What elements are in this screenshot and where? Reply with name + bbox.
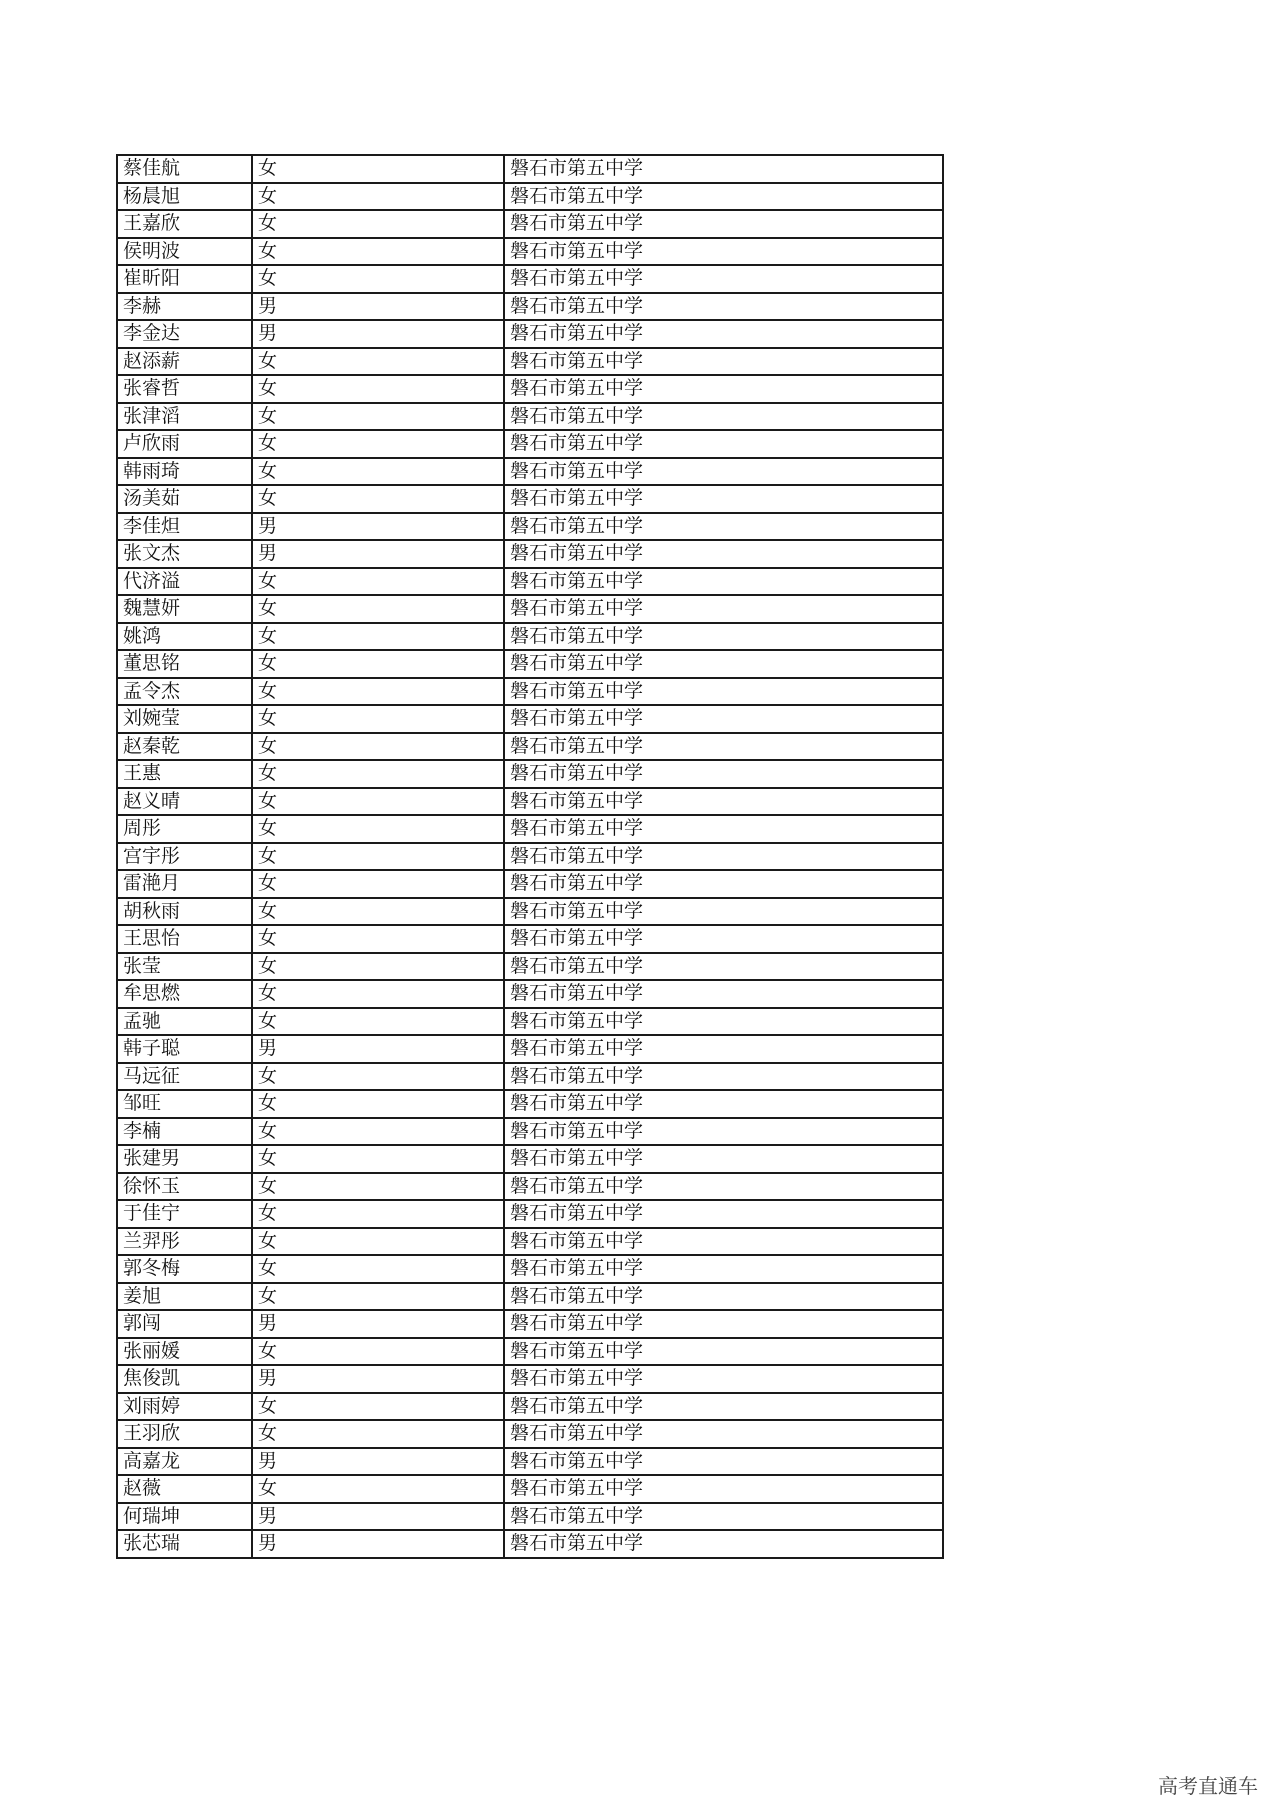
student-name-cell: 卢欣雨 xyxy=(117,430,252,458)
gender-cell: 女 xyxy=(252,403,504,431)
school-cell: 磐石市第五中学 xyxy=(504,760,943,788)
table-row xyxy=(117,925,943,953)
gender-cell: 女 xyxy=(252,1393,504,1421)
gender-cell: 女 xyxy=(252,183,504,211)
gender-cell: 女 xyxy=(252,788,504,816)
school-cell: 磐石市第五中学 xyxy=(504,1310,943,1338)
school-cell: 磐石市第五中学 xyxy=(504,458,943,486)
gender-cell: 女 xyxy=(252,870,504,898)
gender-cell: 女 xyxy=(252,678,504,706)
table-row xyxy=(117,898,943,926)
gender-cell: 女 xyxy=(252,980,504,1008)
gender-cell: 男 xyxy=(252,293,504,321)
gender-cell: 男 xyxy=(252,1530,504,1558)
gender-cell: 女 xyxy=(252,375,504,403)
student-name-cell: 周彤 xyxy=(117,815,252,843)
table-row xyxy=(117,403,943,431)
student-name-cell: 雷滟月 xyxy=(117,870,252,898)
school-cell: 磐石市第五中学 xyxy=(504,980,943,1008)
gender-cell: 男 xyxy=(252,1035,504,1063)
student-name-cell: 胡秋雨 xyxy=(117,898,252,926)
school-cell: 磐石市第五中学 xyxy=(504,430,943,458)
table-row xyxy=(117,815,943,843)
gender-cell: 女 xyxy=(252,1090,504,1118)
table-row xyxy=(117,293,943,321)
school-cell: 磐石市第五中学 xyxy=(504,1063,943,1091)
student-name-cell: 蔡佳航 xyxy=(117,155,252,183)
school-cell: 磐石市第五中学 xyxy=(504,238,943,266)
gender-cell: 女 xyxy=(252,1228,504,1256)
gender-cell: 女 xyxy=(252,1118,504,1146)
student-name-cell: 汤美茹 xyxy=(117,485,252,513)
school-cell: 磐石市第五中学 xyxy=(504,595,943,623)
table-row xyxy=(117,1530,943,1558)
school-cell: 磐石市第五中学 xyxy=(504,1200,943,1228)
student-name-cell: 王羽欣 xyxy=(117,1420,252,1448)
student-name-cell: 孟令杰 xyxy=(117,678,252,706)
table-row xyxy=(117,1118,943,1146)
table-row xyxy=(117,1503,943,1531)
gender-cell: 女 xyxy=(252,898,504,926)
student-name-cell: 何瑞坤 xyxy=(117,1503,252,1531)
school-cell: 磐石市第五中学 xyxy=(504,1118,943,1146)
gender-cell: 女 xyxy=(252,1420,504,1448)
student-name-cell: 马远征 xyxy=(117,1063,252,1091)
school-cell: 磐石市第五中学 xyxy=(504,1365,943,1393)
student-name-cell: 韩子聪 xyxy=(117,1035,252,1063)
school-cell: 磐石市第五中学 xyxy=(504,375,943,403)
gender-cell: 女 xyxy=(252,238,504,266)
school-cell: 磐石市第五中学 xyxy=(504,1475,943,1503)
table-row xyxy=(117,485,943,513)
table-row xyxy=(117,265,943,293)
student-name-cell: 赵添薪 xyxy=(117,348,252,376)
student-name-cell: 焦俊凯 xyxy=(117,1365,252,1393)
school-cell: 磐石市第五中学 xyxy=(504,540,943,568)
student-name-cell: 刘婉莹 xyxy=(117,705,252,733)
school-cell: 磐石市第五中学 xyxy=(504,155,943,183)
table-row xyxy=(117,788,943,816)
school-cell: 磐石市第五中学 xyxy=(504,678,943,706)
school-cell: 磐石市第五中学 xyxy=(504,870,943,898)
student-name-cell: 郭闯 xyxy=(117,1310,252,1338)
table-row xyxy=(117,348,943,376)
student-name-cell: 张睿哲 xyxy=(117,375,252,403)
gender-cell: 男 xyxy=(252,1503,504,1531)
gender-cell: 女 xyxy=(252,925,504,953)
gender-cell: 女 xyxy=(252,843,504,871)
table-row xyxy=(117,1448,943,1476)
gender-cell: 女 xyxy=(252,733,504,761)
gender-cell: 女 xyxy=(252,1200,504,1228)
school-cell: 磐石市第五中学 xyxy=(504,705,943,733)
student-name-cell: 高嘉龙 xyxy=(117,1448,252,1476)
student-name-cell: 牟思燃 xyxy=(117,980,252,1008)
table-row xyxy=(117,210,943,238)
table-body xyxy=(117,155,943,1558)
table-row xyxy=(117,1145,943,1173)
gender-cell: 女 xyxy=(252,650,504,678)
student-name-cell: 于佳宁 xyxy=(117,1200,252,1228)
table-row xyxy=(117,238,943,266)
gender-cell: 女 xyxy=(252,1255,504,1283)
gender-cell: 男 xyxy=(252,1310,504,1338)
student-name-cell: 郭冬梅 xyxy=(117,1255,252,1283)
student-name-cell: 王惠 xyxy=(117,760,252,788)
gender-cell: 男 xyxy=(252,513,504,541)
student-name-cell: 张文杰 xyxy=(117,540,252,568)
gender-cell: 女 xyxy=(252,1475,504,1503)
gender-cell: 女 xyxy=(252,623,504,651)
school-cell: 磐石市第五中学 xyxy=(504,485,943,513)
table-row xyxy=(117,1393,943,1421)
gender-cell: 女 xyxy=(252,430,504,458)
table-row xyxy=(117,1008,943,1036)
student-name-cell: 姜旭 xyxy=(117,1283,252,1311)
school-cell: 磐石市第五中学 xyxy=(504,183,943,211)
table-row xyxy=(117,843,943,871)
student-name-cell: 崔昕阳 xyxy=(117,265,252,293)
gender-cell: 女 xyxy=(252,1173,504,1201)
table-row xyxy=(117,980,943,1008)
school-cell: 磐石市第五中学 xyxy=(504,815,943,843)
table-row xyxy=(117,733,943,761)
student-name-cell: 孟驰 xyxy=(117,1008,252,1036)
table-row xyxy=(117,1420,943,1448)
table-row xyxy=(117,375,943,403)
table-row xyxy=(117,155,943,183)
student-name-cell: 董思铭 xyxy=(117,650,252,678)
table-row xyxy=(117,1255,943,1283)
school-cell: 磐石市第五中学 xyxy=(504,1503,943,1531)
school-cell: 磐石市第五中学 xyxy=(504,898,943,926)
gender-cell: 女 xyxy=(252,568,504,596)
school-cell: 磐石市第五中学 xyxy=(504,513,943,541)
student-name-cell: 张丽媛 xyxy=(117,1338,252,1366)
student-name-cell: 代济溢 xyxy=(117,568,252,596)
school-cell: 磐石市第五中学 xyxy=(504,348,943,376)
gender-cell: 男 xyxy=(252,540,504,568)
table-row xyxy=(117,320,943,348)
school-cell: 磐石市第五中学 xyxy=(504,1008,943,1036)
school-cell: 磐石市第五中学 xyxy=(504,733,943,761)
gender-cell: 女 xyxy=(252,953,504,981)
table-row xyxy=(117,1035,943,1063)
school-cell: 磐石市第五中学 xyxy=(504,1448,943,1476)
watermark: 高考直通车 xyxy=(1158,1774,1258,1798)
gender-cell: 女 xyxy=(252,1338,504,1366)
table-row xyxy=(117,1200,943,1228)
student-name-cell: 张津滔 xyxy=(117,403,252,431)
school-cell: 磐石市第五中学 xyxy=(504,1035,943,1063)
table-row xyxy=(117,1475,943,1503)
gender-cell: 女 xyxy=(252,485,504,513)
school-cell: 磐石市第五中学 xyxy=(504,843,943,871)
student-name-cell: 侯明波 xyxy=(117,238,252,266)
gender-cell: 女 xyxy=(252,348,504,376)
student-name-cell: 魏慧妍 xyxy=(117,595,252,623)
table-row xyxy=(117,1063,943,1091)
school-cell: 磐石市第五中学 xyxy=(504,1173,943,1201)
school-cell: 磐石市第五中学 xyxy=(504,1090,943,1118)
table-row xyxy=(117,1310,943,1338)
table-row xyxy=(117,568,943,596)
student-name-cell: 赵秦乾 xyxy=(117,733,252,761)
student-name-cell: 李赫 xyxy=(117,293,252,321)
school-cell: 磐石市第五中学 xyxy=(504,623,943,651)
gender-cell: 女 xyxy=(252,1145,504,1173)
student-name-cell: 张建男 xyxy=(117,1145,252,1173)
table-row xyxy=(117,458,943,486)
table-row xyxy=(117,623,943,651)
student-name-cell: 张芯瑞 xyxy=(117,1530,252,1558)
school-cell: 磐石市第五中学 xyxy=(504,1420,943,1448)
student-name-cell: 李金达 xyxy=(117,320,252,348)
school-cell: 磐石市第五中学 xyxy=(504,953,943,981)
school-cell: 磐石市第五中学 xyxy=(504,1228,943,1256)
school-cell: 磐石市第五中学 xyxy=(504,1255,943,1283)
student-name-cell: 赵薇 xyxy=(117,1475,252,1503)
gender-cell: 女 xyxy=(252,265,504,293)
school-cell: 磐石市第五中学 xyxy=(504,650,943,678)
table-row xyxy=(117,1228,943,1256)
table-row xyxy=(117,1283,943,1311)
student-name-cell: 李楠 xyxy=(117,1118,252,1146)
gender-cell: 女 xyxy=(252,760,504,788)
school-cell: 磐石市第五中学 xyxy=(504,1338,943,1366)
table-row xyxy=(117,1338,943,1366)
student-name-cell: 杨晨旭 xyxy=(117,183,252,211)
table-row xyxy=(117,1173,943,1201)
table-row xyxy=(117,650,943,678)
table-row xyxy=(117,953,943,981)
school-cell: 磐石市第五中学 xyxy=(504,788,943,816)
school-cell: 磐石市第五中学 xyxy=(504,1145,943,1173)
gender-cell: 女 xyxy=(252,1063,504,1091)
school-cell: 磐石市第五中学 xyxy=(504,265,943,293)
gender-cell: 女 xyxy=(252,595,504,623)
school-cell: 磐石市第五中学 xyxy=(504,403,943,431)
gender-cell: 女 xyxy=(252,1008,504,1036)
student-list-table xyxy=(116,154,944,1559)
table-row xyxy=(117,760,943,788)
table-row xyxy=(117,1090,943,1118)
school-cell: 磐石市第五中学 xyxy=(504,210,943,238)
school-cell: 磐石市第五中学 xyxy=(504,1393,943,1421)
gender-cell: 男 xyxy=(252,1448,504,1476)
student-name-cell: 兰羿彤 xyxy=(117,1228,252,1256)
school-cell: 磐石市第五中学 xyxy=(504,1283,943,1311)
gender-cell: 女 xyxy=(252,458,504,486)
gender-cell: 女 xyxy=(252,705,504,733)
student-name-cell: 王思怡 xyxy=(117,925,252,953)
student-name-cell: 徐怀玉 xyxy=(117,1173,252,1201)
gender-cell: 女 xyxy=(252,1283,504,1311)
student-name-cell: 李佳炟 xyxy=(117,513,252,541)
gender-cell: 男 xyxy=(252,320,504,348)
student-name-cell: 张莹 xyxy=(117,953,252,981)
table-row xyxy=(117,595,943,623)
student-name-cell: 姚鸿 xyxy=(117,623,252,651)
school-cell: 磐石市第五中学 xyxy=(504,320,943,348)
gender-cell: 女 xyxy=(252,815,504,843)
table-row xyxy=(117,705,943,733)
gender-cell: 女 xyxy=(252,210,504,238)
student-name-cell: 邹旺 xyxy=(117,1090,252,1118)
table-row xyxy=(117,183,943,211)
student-name-cell: 王嘉欣 xyxy=(117,210,252,238)
school-cell: 磐石市第五中学 xyxy=(504,1530,943,1558)
gender-cell: 男 xyxy=(252,1365,504,1393)
table-row xyxy=(117,540,943,568)
school-cell: 磐石市第五中学 xyxy=(504,293,943,321)
school-cell: 磐石市第五中学 xyxy=(504,568,943,596)
student-name-cell: 刘雨婷 xyxy=(117,1393,252,1421)
gender-cell: 女 xyxy=(252,155,504,183)
table-row xyxy=(117,513,943,541)
table-row xyxy=(117,430,943,458)
school-cell: 磐石市第五中学 xyxy=(504,925,943,953)
table-row xyxy=(117,1365,943,1393)
student-name-cell: 赵义晴 xyxy=(117,788,252,816)
student-name-cell: 宫宇彤 xyxy=(117,843,252,871)
table-row xyxy=(117,678,943,706)
student-name-cell: 韩雨琦 xyxy=(117,458,252,486)
table-row xyxy=(117,870,943,898)
